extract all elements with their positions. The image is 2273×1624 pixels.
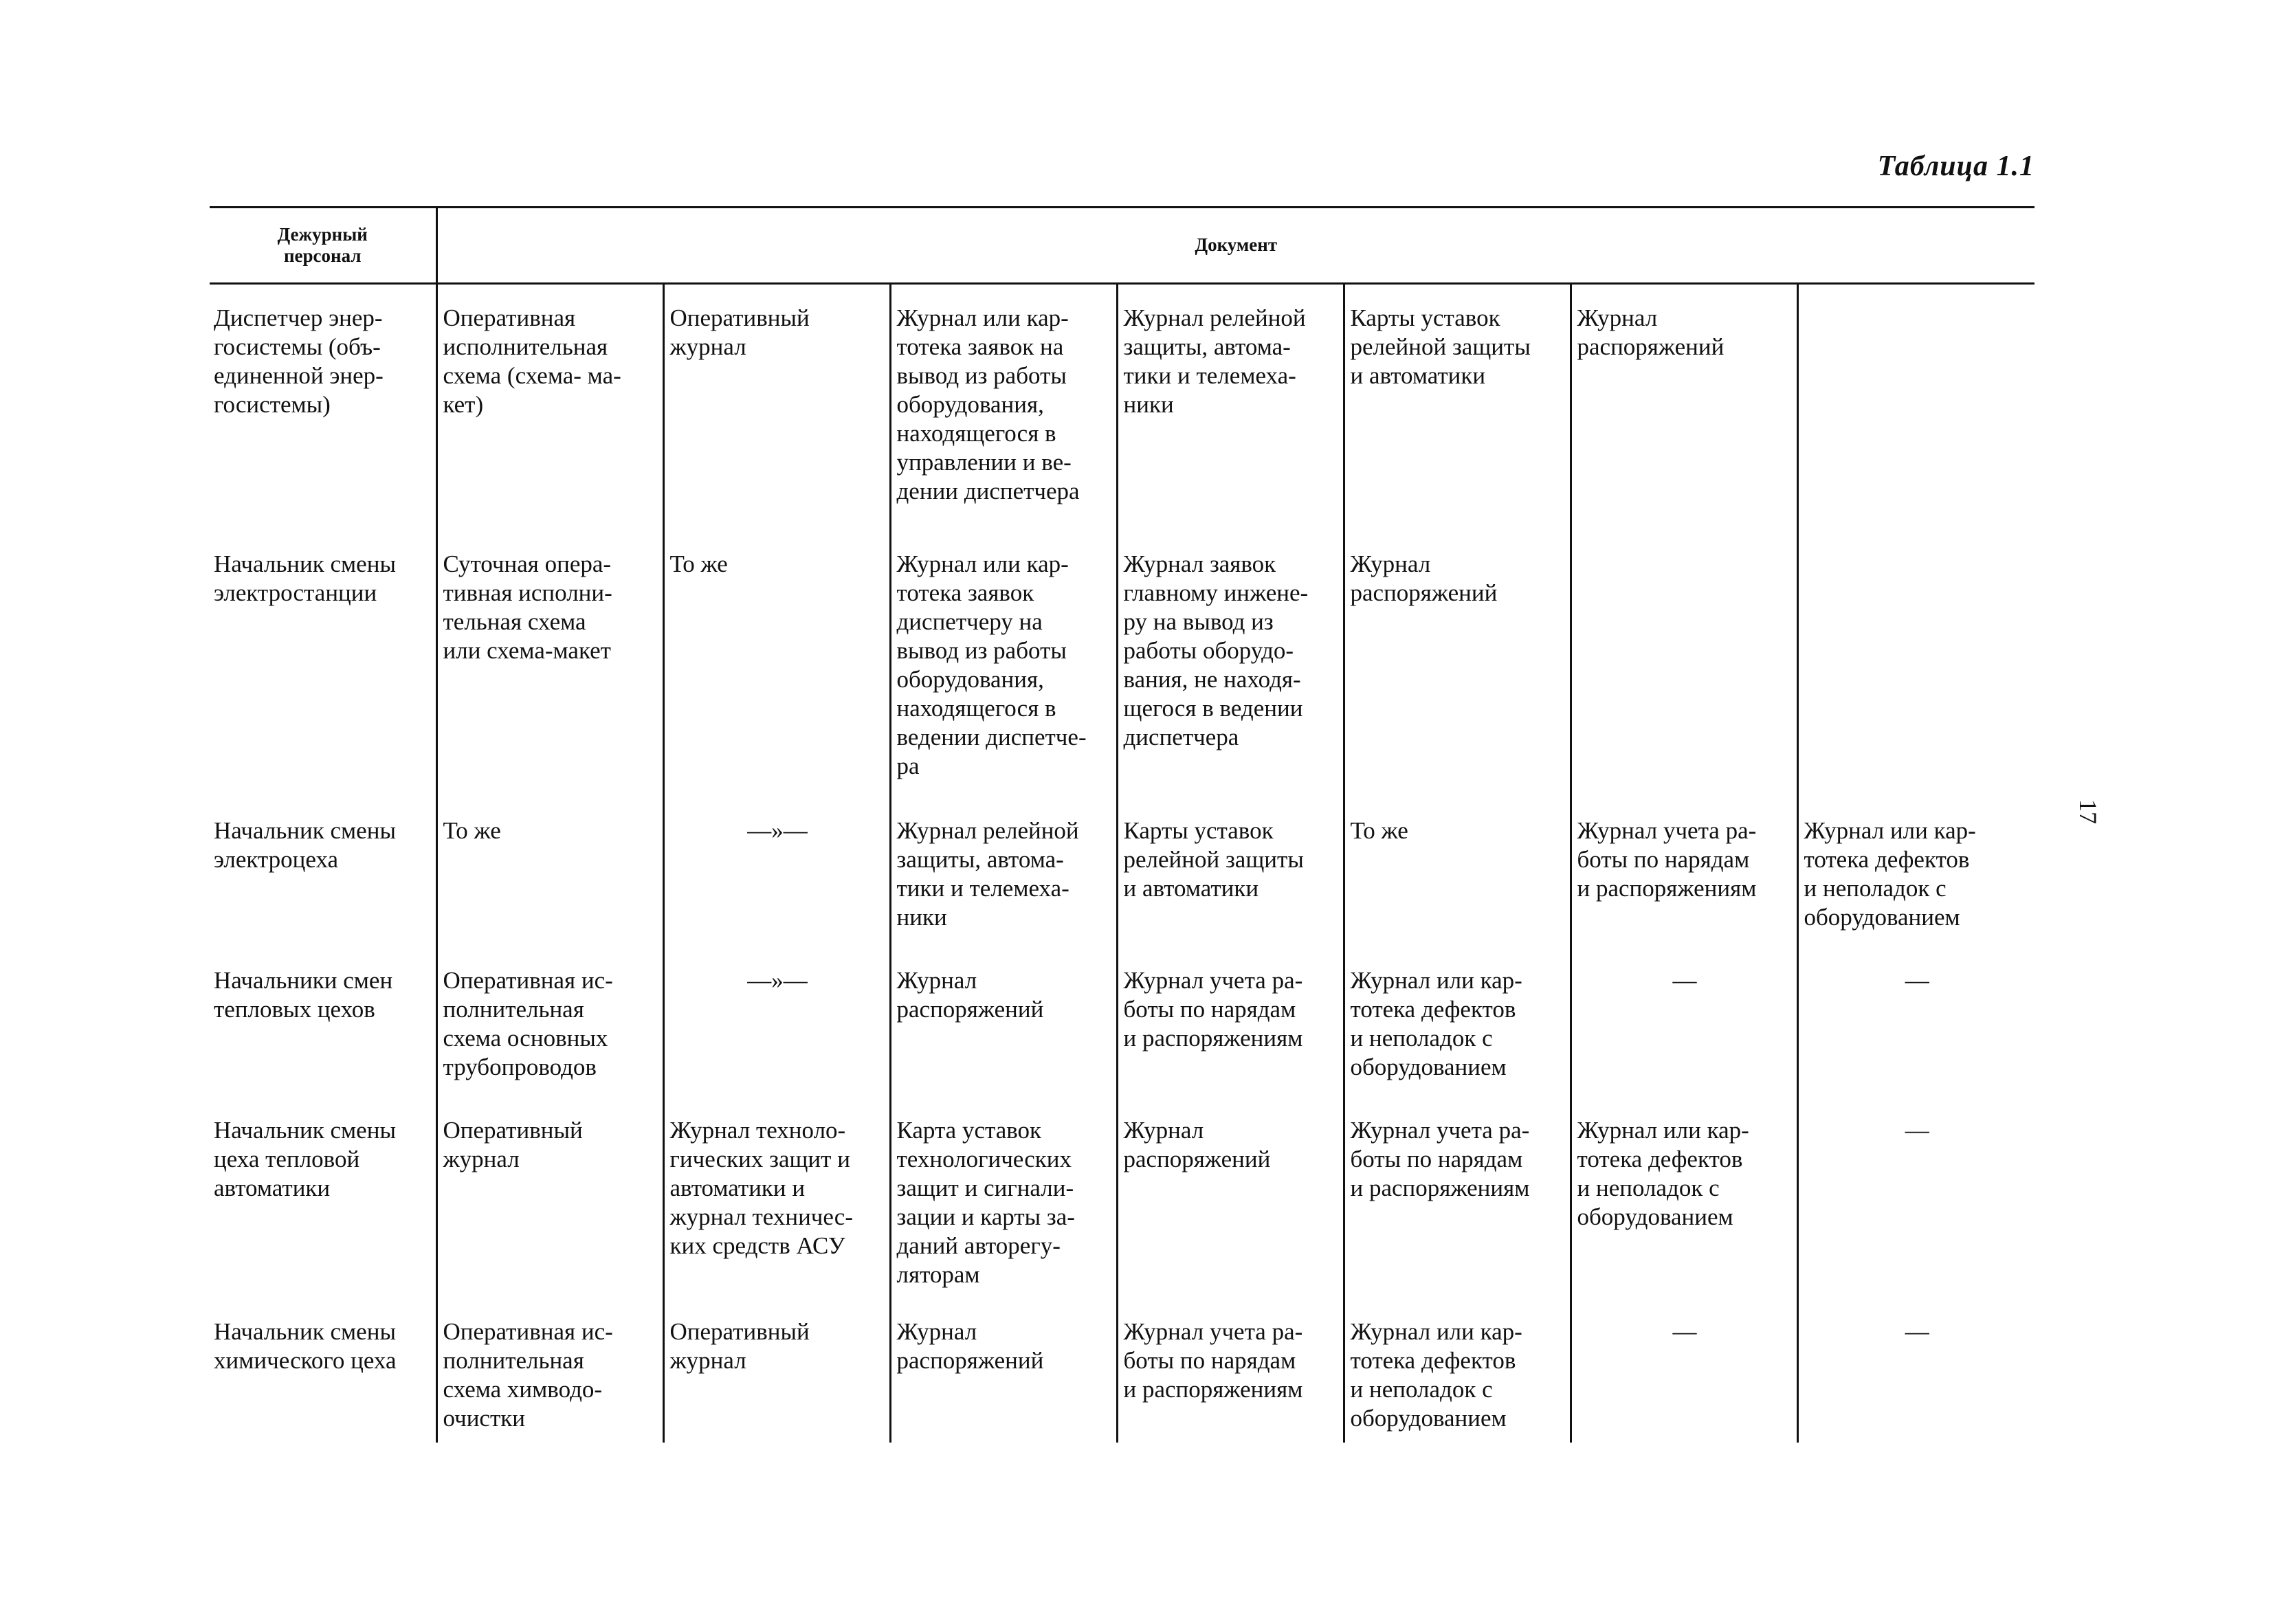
personnel-cell: Диспетчер энер- госистемы (объ- единенной энер- госистемы) bbox=[214, 304, 384, 418]
document-cell: Оперативный журнал bbox=[436, 1097, 663, 1298]
document-cell: То же bbox=[1344, 797, 1571, 947]
document-cell: Журнал учета ра- боты по нарядам и распоряжениям bbox=[1571, 797, 1797, 947]
table-caption: Таблица 1.1 bbox=[1877, 151, 2034, 182]
table-body bbox=[210, 284, 2034, 1443]
document-cell: Журнал или кар- тотека дефектов и неполадок с оборудованием bbox=[1344, 1298, 1571, 1443]
document-cell: — bbox=[1797, 1298, 2034, 1443]
document-cell: Журнал распоряжений bbox=[1117, 1097, 1344, 1298]
header-document bbox=[436, 208, 2034, 284]
document-cell: Журнал распоряжений bbox=[1344, 531, 1571, 797]
document-cell: Журнал заявок главному инжене- ру на вывод из работы оборудо- вания, не находя- щегося в ведении диспетчера bbox=[1117, 531, 1344, 797]
document-cell: Журнал распоряжений bbox=[890, 947, 1117, 1097]
document-cell: Журнал распоряжений bbox=[1571, 284, 1797, 531]
document-cell: Оперативный журнал bbox=[663, 1298, 890, 1443]
document-cell: Карты уставок релейной защиты и автоматики bbox=[1117, 797, 1344, 947]
page-number-mark: 17 bbox=[2074, 799, 2102, 824]
document-cell: Журнал учета ра- боты по нарядам и распоряжениям bbox=[1117, 947, 1344, 1097]
document-cell: Карта уставок технологических защит и сигнали- зации и карты за- даний авторегу- ляторам bbox=[890, 1097, 1117, 1298]
personnel-cell: Начальник смены электростанции bbox=[214, 550, 396, 606]
personnel-cell: Начальник смены цеха тепловой автоматики bbox=[214, 1117, 396, 1201]
document-cell bbox=[1571, 531, 1797, 797]
document-cell: Журнал релейной защиты, автома- тики и телемеха- ники bbox=[1117, 284, 1344, 531]
header-personnel bbox=[210, 208, 436, 284]
table-row bbox=[210, 1097, 2034, 1298]
document-cell: — bbox=[1571, 1298, 1797, 1443]
personnel-cell: Начальник смены химического цеха bbox=[214, 1318, 397, 1374]
document-cell: То же bbox=[663, 531, 890, 797]
duty-documents-table bbox=[210, 206, 2034, 1443]
document-cell: Журнал или кар- тотека дефектов и неполадок с оборудованием bbox=[1797, 797, 2034, 947]
document-cell: Журнал распоряжений bbox=[890, 1298, 1117, 1443]
document-cell: — bbox=[1797, 947, 2034, 1097]
document-cell: Журнал релейной защиты, автома- тики и телемеха- ники bbox=[890, 797, 1117, 947]
document-cell: Журнал или кар- тотека заявок диспетчеру на вывод из работы оборудования, находящегося в ведении диспетче- ра bbox=[890, 531, 1117, 797]
document-cell: Журнал техноло- гических защит и автоматики и журнал техничес- ких средств АСУ bbox=[663, 1097, 890, 1298]
document-cell: Оперативная ис- полнительная схема основных трубопроводов bbox=[436, 947, 663, 1097]
document-cell: Суточная опера- тивная исполни- тельная схема или схема-макет bbox=[436, 531, 663, 797]
document-cell: — bbox=[1571, 947, 1797, 1097]
document-cell: Журнал учета ра- боты по нарядам и распоряжениям bbox=[1117, 1298, 1344, 1443]
document-cell bbox=[1797, 284, 2034, 531]
document-cell bbox=[1797, 531, 2034, 797]
document-cell: Карты уставок релейной защиты и автоматики bbox=[1344, 284, 1571, 531]
document-cell: Оперативный журнал bbox=[663, 284, 890, 531]
personnel-cell: Начальник смены электроцеха bbox=[214, 817, 396, 873]
document-cell: Журнал или кар- тотека дефектов и неполадок с оборудованием bbox=[1571, 1097, 1797, 1298]
table-row bbox=[210, 797, 2034, 947]
document-cell: Журнал или кар- тотека заявок на вывод из работы оборудования, находящегося в управлении и ве- дении диспетчера bbox=[890, 284, 1117, 531]
table-header bbox=[210, 208, 2034, 284]
document-cell: —»— bbox=[663, 797, 890, 947]
table-row bbox=[210, 947, 2034, 1097]
table-row bbox=[210, 531, 2034, 797]
document-cell: Оперативная ис- полнительная схема химводо- очистки bbox=[436, 1298, 663, 1443]
personnel-cell: Начальники смен тепловых цехов bbox=[214, 967, 393, 1023]
table-row bbox=[210, 1298, 2034, 1443]
document-cell: Журнал учета ра- боты по нарядам и распоряжениям bbox=[1344, 1097, 1571, 1298]
document-cell: Журнал или кар- тотека дефектов и неполадок с оборудованием bbox=[1344, 947, 1571, 1097]
header-personnel-label: Дежурный персонал bbox=[277, 223, 368, 266]
document-cell: —»— bbox=[663, 947, 890, 1097]
table-row bbox=[210, 284, 2034, 531]
document-cell: — bbox=[1797, 1097, 2034, 1298]
document-cell: То же bbox=[436, 797, 663, 947]
document-cell: Оперативная исполнительная схема (схема- ма- кет) bbox=[436, 284, 663, 531]
header-document-label: Документ bbox=[1195, 234, 1278, 256]
